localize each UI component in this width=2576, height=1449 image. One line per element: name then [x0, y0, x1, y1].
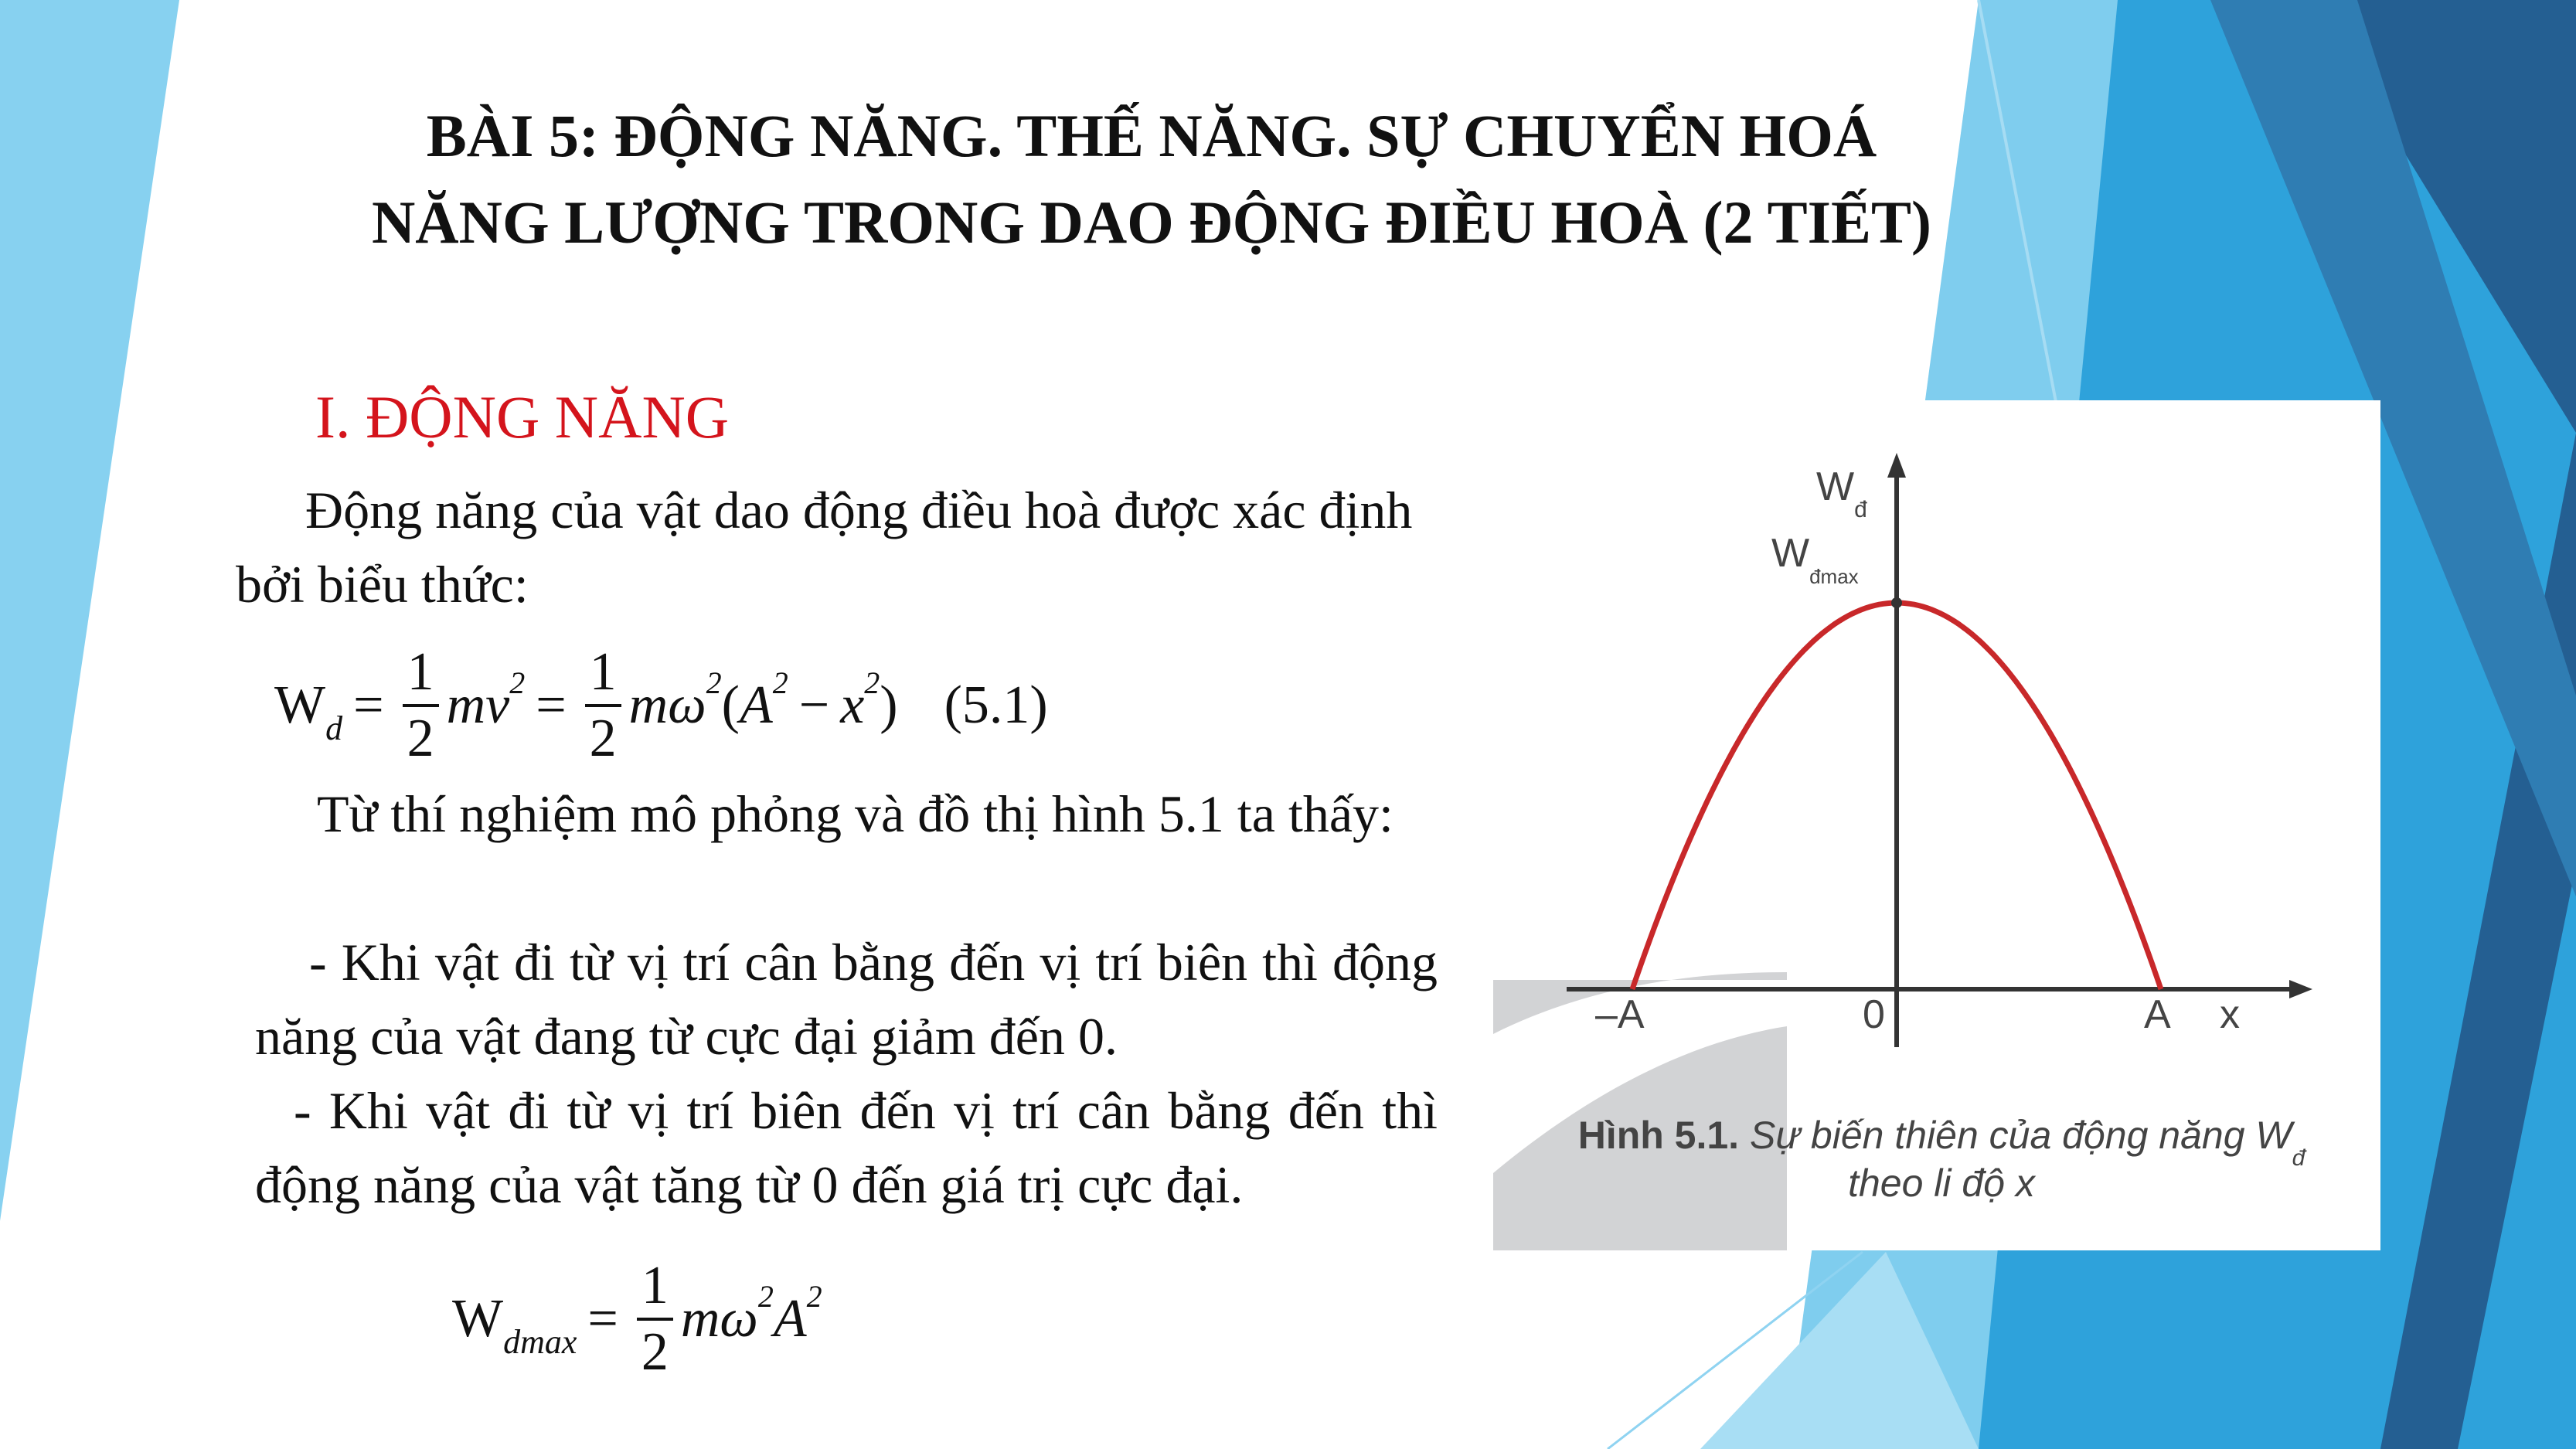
- formula-max-kinetic-energy: $W_{dmax}$ = $\frac{1}{2}$ $m\omega^2$ $A^2$: [452, 1256, 822, 1382]
- formula1-fraction-a: $\frac{1}{2}$: [403, 645, 439, 766]
- formula2-fraction: $\frac{1}{2}$: [637, 1259, 673, 1379]
- left-blue-stripe: [0, 0, 179, 1221]
- max-label: $W_{đmax}$: [1771, 531, 1859, 588]
- y-axis-label: $W_đ$: [1816, 464, 1867, 522]
- formula1-W: $W_d$: [274, 675, 343, 747]
- formula2-W: $W_{dmax}$: [452, 1289, 577, 1361]
- caption-line-2: theo li độ x: [1848, 1162, 2035, 1205]
- formula1-label: (5.1): [944, 675, 1048, 735]
- formula1-fraction-b: $\frac{1}{2}$: [585, 645, 621, 766]
- formula2-A: $A^2$: [773, 1279, 822, 1349]
- formula1-x: $x^2$: [840, 665, 880, 735]
- section-heading: I. ĐỘNG NĂNG: [315, 383, 730, 451]
- paragraph-observe: Từ thí nghiệm mô phỏng và đồ thị hình 5.1 ta thấy:: [317, 784, 1393, 843]
- y-axis-arrow: [1887, 453, 1906, 478]
- slide-title: [263, 93, 2040, 266]
- x-tick-origin: 0: [1863, 992, 1885, 1037]
- x-axis-label: x: [2220, 992, 2240, 1037]
- bullet-2: - Khi vật đi từ vị trí biên đến vị trí cân bằng đến thì động năng của vật tăng từ 0 đến giá trị cực đại.: [255, 1081, 1438, 1214]
- max-point-marker: [1891, 597, 1902, 608]
- formula-kinetic-energy: $W_d$ = $\frac{1}{2}$ $mv^2$ = $\frac{1}{2}$ $m\omega^2$ ( $A^2$ − $x^2$ ) (5.1): [274, 642, 1048, 768]
- title-line-1: BÀI 5: ĐỘNG NĂNG. THẾ NĂNG. SỰ CHUYỂN HOÁ: [426, 102, 1877, 169]
- intro-line-1: Động năng của vật dao động điều hoà được xác định: [305, 481, 1413, 539]
- formula1-mw: $m\omega^2$: [628, 665, 722, 735]
- bullet-1: - Khi vật đi từ vị trí cân bằng đến vị trí biên thì động năng của vật đang từ cực đại giảm đến 0.: [255, 933, 1438, 1066]
- caption-text: Sự biến thiên của động năng W: [1749, 1114, 2292, 1157]
- title-line-2: NĂNG LƯỢNG TRONG DAO ĐỘNG ĐIỀU HOÀ (2 TIẾT): [371, 189, 1932, 256]
- formula2-mw: $m\omega^2$: [680, 1279, 774, 1349]
- intro-line-2: bởi biểu thức:: [236, 555, 529, 614]
- caption-number: Hình 5.1.: [1577, 1114, 1740, 1157]
- figure-caption: Hình 5.1. Sự biến thiên của động năng $W_đ$ theo li độ x: [1577, 1114, 2305, 1205]
- x-tick-A: A: [2144, 992, 2171, 1037]
- formula1-mv: $mv^2$: [446, 665, 526, 735]
- figure-5-1: [1493, 400, 2380, 1250]
- x-axis-arrow: [2289, 980, 2312, 998]
- formula1-A: $A^2$: [739, 665, 788, 735]
- x-tick-minus-A: –A: [1595, 992, 1645, 1037]
